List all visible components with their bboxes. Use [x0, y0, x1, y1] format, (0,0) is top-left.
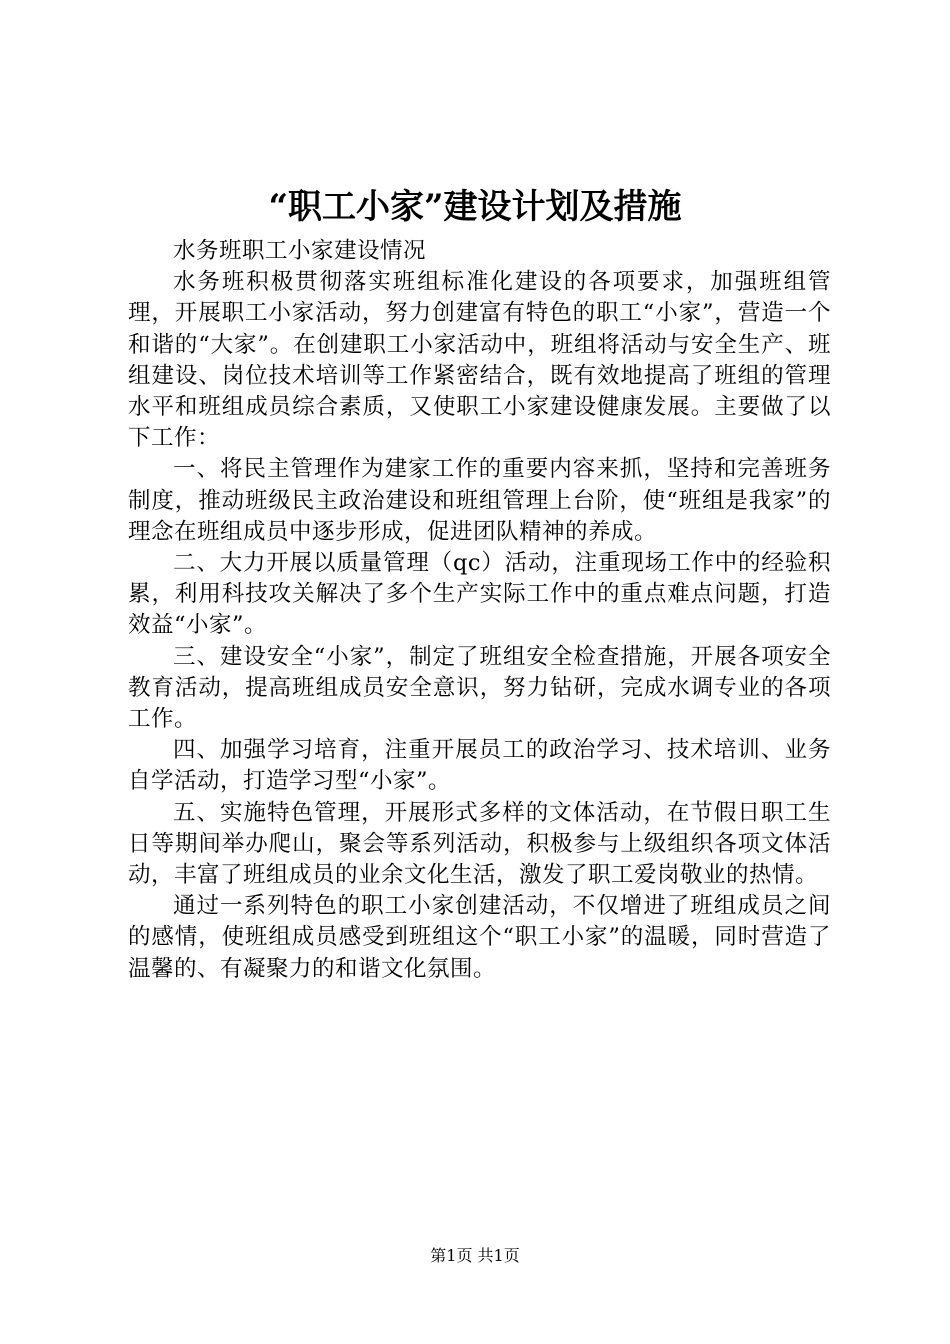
- page-footer: 第1页 共1页: [430, 1246, 520, 1265]
- document-title: “职工小家”建设计划及措施: [268, 187, 682, 227]
- item-four-paragraph: 四、加强学习培育，注重开展员工的政治学习、技术培训、业务自学活动，打造学习型“小家”。: [128, 737, 831, 795]
- item-five-paragraph: 五、实施特色管理，开展形式多样的文体活动，在节假日职工生日等期间举办爬山，聚会等系列活动，积极参与上级组织各项文体活动，丰富了班组成员的业余文化生活，激发了职工爱岗敬业的热情。: [128, 799, 831, 889]
- conclusion-paragraph: 通过一系列特色的职工小家创建活动，不仅增进了班组成员之间的感情，使班组成员感受到班组这个“职工小家”的温暖，同时营造了温馨的、有凝聚力的和谐文化氛围。: [128, 893, 831, 982]
- item-one-paragraph: 一、将民主管理作为建家工作的重要内容来抓，坚持和完善班务制度，推动班级民主政治建设和班组管理上台阶，使“班组是我家”的理念在班组成员中逐步形成，促进团队精神的养成。: [128, 456, 831, 545]
- item-three-paragraph: 三、建设安全“小家”，制定了班组安全检查措施，开展各项安全教育活动，提高班组成员安全意识，努力钻研，完成水调专业的各项工作。: [128, 643, 831, 733]
- item-two-paragraph: 二、大力开展以质量管理（qc）活动，注重现场工作中的经验积累，利用科技攻关解决了多个生产实际工作中的重点难点问题，打造效益“小家”。: [128, 550, 831, 639]
- intro-paragraph: 水务班积极贯彻落实班组标准化建设的各项要求，加强班组管理，开展职工小家活动，努力创建富有特色的职工“小家”，营造一个和谐的“大家”。在创建职工小家活动中，班组将活动与安全生产、班组建设、岗位技术培训等工作紧密结合，既有效地提高了班组的管理水平和班组成员综合素质，又使职工小家建设健康发展。主要做了以下工作：: [128, 269, 831, 452]
- document-body: [128, 236, 831, 985]
- subtitle-paragraph: 水务班职工小家建设情况: [173, 238, 427, 264]
